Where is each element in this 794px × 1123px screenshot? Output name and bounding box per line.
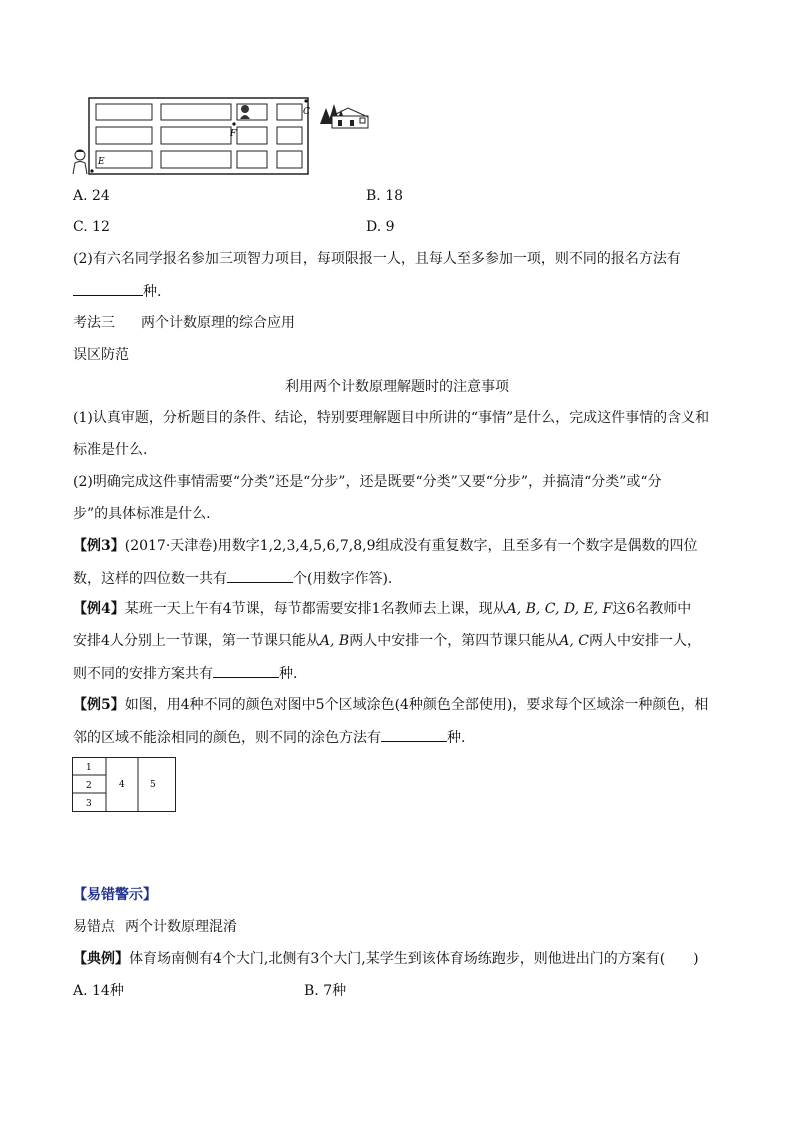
- ex4-letters-ab: A, B: [319, 633, 350, 649]
- section3-label: 考法三: [73, 315, 115, 331]
- ex4-line2-a: 安排4人分别上一节课，第一节课只能从: [73, 633, 320, 649]
- ex4-line1: [73, 599, 691, 619]
- classic-text: 体育场南侧有4个大门,北侧有3个大门,某学生到该体育场练跑步，则他进出门的方案有( ): [129, 951, 699, 967]
- street-map-figure: [70, 94, 380, 180]
- block: [277, 104, 302, 120]
- ex3-line2-suffix: 个(用数字作答).: [293, 571, 393, 587]
- ex4-line3-suffix: 种.: [279, 666, 298, 682]
- section3-title: 两个计数原理的综合应用: [141, 315, 295, 331]
- student-icon: [73, 150, 87, 175]
- pitfall-title: 两个计数原理混淆: [125, 919, 237, 935]
- option-a: A. 24: [73, 188, 110, 204]
- point-f: [232, 122, 235, 125]
- note2-line2: 步”的具体标准是什么.: [73, 506, 211, 522]
- block: [161, 104, 231, 120]
- ex5-tag: 【例5】: [73, 697, 125, 713]
- block: [277, 151, 302, 168]
- ex4-letters-ac: A, C: [559, 633, 589, 649]
- classic-option-b: B. 7种: [304, 983, 347, 999]
- q2-line2: [73, 281, 161, 302]
- ex4-text-end: 这6名教师中: [612, 601, 692, 617]
- point-c: [304, 99, 307, 102]
- answer-blank[interactable]: [213, 663, 279, 678]
- ex4-tag: 【例4】: [73, 601, 125, 617]
- label-c: C: [303, 107, 310, 117]
- answer-blank[interactable]: [227, 568, 293, 583]
- q2-suffix: 种.: [143, 284, 162, 300]
- ex3-line1: [73, 536, 698, 556]
- region-4: 4: [119, 780, 125, 790]
- region-3: 3: [86, 799, 92, 809]
- label-f: F: [230, 129, 237, 139]
- block: [237, 151, 267, 168]
- map-outer-border: [89, 98, 308, 174]
- region-1: 1: [86, 763, 92, 773]
- answer-blank[interactable]: [381, 727, 447, 742]
- answer-blank[interactable]: [73, 281, 143, 296]
- note1-line2: 标准是什么.: [73, 442, 148, 458]
- ex5-text: 如图，用4种不同的颜色对图中5个区域涂色(4种颜色全部使用)，要求每个区域涂一种颜色，相: [124, 697, 709, 713]
- ex5-line2-suffix: 种.: [447, 730, 466, 746]
- section3-heading: [73, 313, 295, 333]
- ex4-letters: A, B, C, D, E, F: [506, 601, 613, 617]
- note2-line1: (2)明确完成这件事情需要“分类”还是“分步”，还是既要“分类”又要“分步”，并搞清“分类”或“分: [73, 474, 662, 490]
- ex4-line2-c: 两人中安排一人，: [588, 633, 701, 649]
- ex4-text: 某班一天上午有4节课，每节都需要安排1名教师去上课，现从: [124, 601, 507, 617]
- block: [161, 127, 231, 144]
- ex5-line2: [73, 727, 465, 748]
- ex5-line2-prefix: 邻的区域不能涂相同的颜色，则不同的涂色方法有: [73, 730, 381, 746]
- block: [237, 127, 267, 144]
- region-2: 2: [86, 781, 92, 791]
- q2-line1: (2)有六名同学报名参加三项智力项目，每项限报一人，且每人至多参加一项，则不同的报名方法有: [73, 251, 681, 267]
- option-c: C. 12: [73, 219, 110, 235]
- point-e: [90, 169, 93, 172]
- pitfall-label: 易错点: [73, 919, 115, 935]
- ex4-line2: [73, 631, 701, 651]
- classic-option-a: A. 14种: [73, 983, 124, 999]
- block: [96, 127, 152, 144]
- option-b: B. 18: [366, 188, 404, 204]
- ex3-line2: [73, 568, 392, 589]
- ex4-line3: [73, 663, 297, 684]
- region-5: 5: [150, 780, 156, 790]
- ex5-line1: [73, 695, 708, 715]
- block: [277, 127, 302, 144]
- warning-heading: 【易错警示】: [73, 887, 157, 903]
- notes-title: 利用两个计数原理解题时的注意事项: [285, 379, 509, 395]
- note1-line1: (1)认真审题，分析题目的条件、结论，特别要理解题目中所讲的“事情”是什么，完成这件事情的含义和: [73, 410, 710, 426]
- block: [96, 104, 152, 120]
- person-icon: [240, 105, 250, 119]
- misconception-heading: 误区防范: [73, 347, 129, 363]
- ex4-line2-b: 两人中安排一个，第四节课只能从: [349, 633, 560, 649]
- ex3-text: (2017·天津卷)用数字1,2,3,4,5,6,7,8,9组成没有重复数字，且至多有一个数字是偶数的四位: [124, 538, 698, 554]
- ex4-line3-prefix: 则不同的安排方案共有: [73, 666, 213, 682]
- house-icon: [320, 104, 368, 128]
- pitfall-heading: [73, 917, 237, 937]
- ex3-line2-prefix: 数，这样的四位数一共有: [73, 571, 227, 587]
- label-e: E: [98, 157, 105, 167]
- classic-tag: 【典例】: [73, 951, 129, 967]
- option-d: D. 9: [366, 219, 395, 235]
- ex3-tag: 【例3】: [73, 538, 125, 554]
- region-figure: [72, 757, 176, 813]
- block: [161, 151, 231, 168]
- classic-line: [73, 949, 699, 969]
